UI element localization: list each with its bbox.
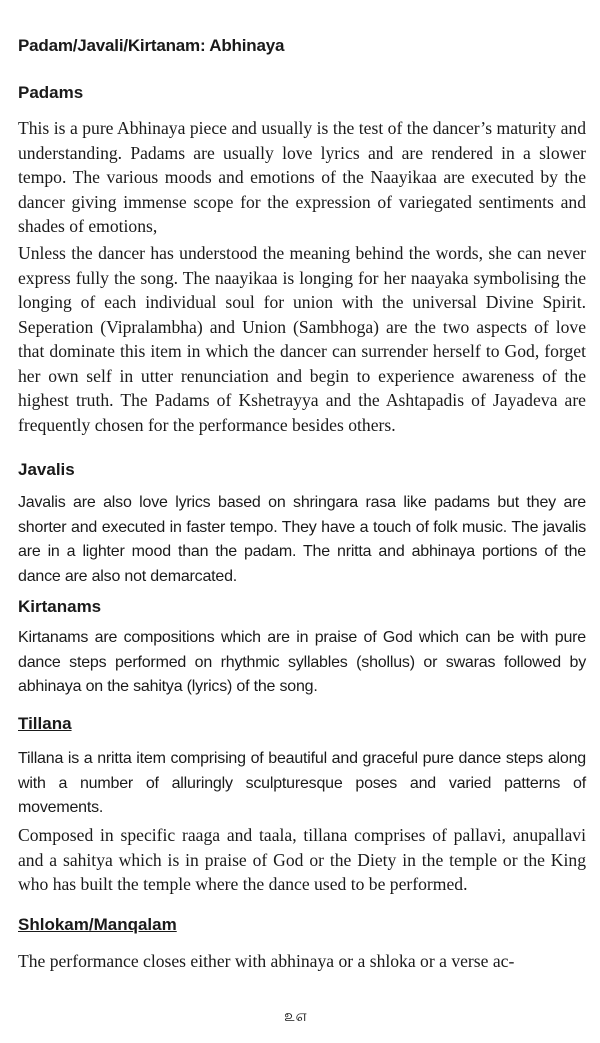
heading-kirtanams: Kirtanams [18,597,102,616]
paragraph-kirtanams: Kirtanams are compositions which are in praise of God which can be with pure dance steps performed on rhythmic syllables (shollus) or swaras followed by abhinaya on the sahitya (lyrics) of the song. [18,629,586,695]
paragraph-tillana-1: Tillana is a nritta item comprising of beautiful and graceful pure dance steps along with a number of alluringly sculpturesque poses and varied patterns of movements. [18,750,586,816]
heading-padams: Padams [18,83,84,102]
paragraph-shlokam: The performance closes either with abhinaya or a shloka or a verse ac- [18,951,515,971]
paragraph-tillana-2: Composed in specific raaga and taala, tillana comprises of pallavi, anupallavi and a sahitya which is in praise of God or the Diety in the temple or the King who has built the temple where the dance used to be performed. [18,825,586,894]
heading-tillana: Tillana [18,714,72,733]
paragraph-padams-2: Unless the dancer has understood the meaning behind the words, she can never express fully the song. The naayikaa is longing for her naayaka symbolising the longing of each individual soul for union with the universal Divine Spirit. Seperation (Vipralambha) and Union (Sambhoga) are the two aspects of love that dominate this item in which the dancer can surrender herself to God, forget her own self in utter renunciation and begin to experience awareness of the highest truth. The Padams of Kshetrayya and the Ashtapadis of Jayadeva are frequently chosen for the performance besides others. [18,243,586,435]
page-number: ௨௭ [284,1006,308,1025]
heading-shlokam: Shlokam/Manqalam [18,915,177,934]
heading-javalis: Javalis [18,460,75,479]
paragraph-javalis: Javalis are also love lyrics based on shringara rasa like padams but they are shorter and executed in faster tempo. They have a touch of folk music. The javalis are in a lighter mood than the padam. The nritta and abhinaya portions of the dance are also not demarcated. [18,494,586,585]
page-title: Padam/Javali/Kirtanam: Abhinaya [18,36,285,55]
paragraph-padams-1: This is a pure Abhinaya piece and usually is the test of the dancer’s maturity and understanding. Padams are usually love lyrics and are rendered in a slower tempo. The various moods and emotions of the Naayikaa are executed by the dancer giving immense scope for the expression of variegated sentiments and shades of emotions, [18,118,586,236]
